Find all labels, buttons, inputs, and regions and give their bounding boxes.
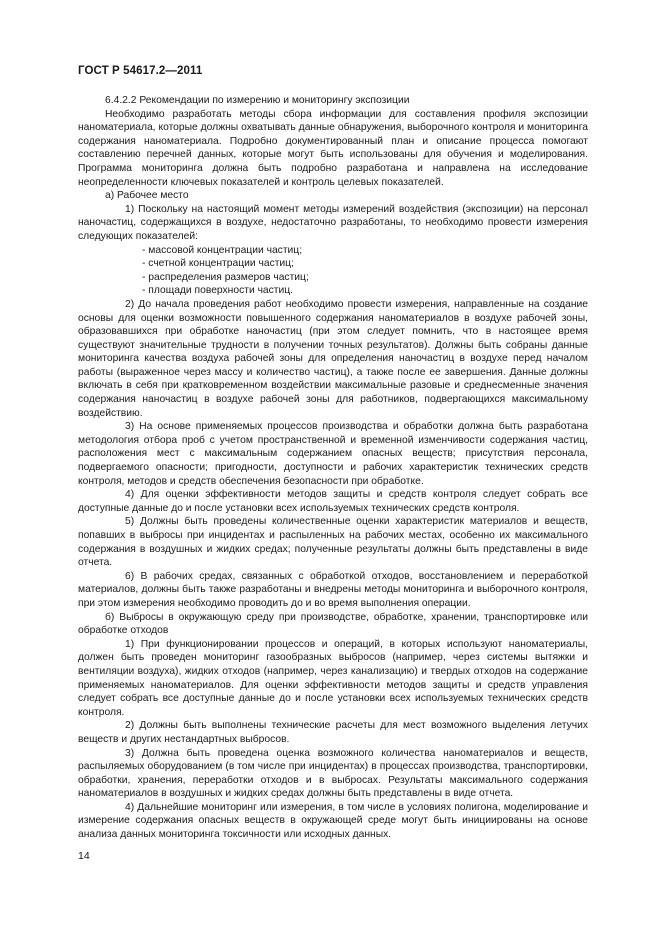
document-body: [78, 94, 588, 842]
paragraph: - массовой концентрации частиц;: [142, 244, 303, 256]
paragraph: 4) Для оценки эффективности методов защиты и средств контроля следует собрать все доступные данные до и после установки всех используемых технических средств контроля.: [78, 489, 588, 514]
paragraph: 6) В рабочих средах, связанных с обработкой отходов, восстановлением и переработкой материалов, должны быть также разработаны и внедрены методы мониторинга и выборочного контроля, при этом измерения необходимо проводить до и во время выполнения операции.: [78, 570, 588, 609]
document-header: ГОСТ Р 54617.2—2011: [78, 65, 203, 77]
paragraph: 6.4.2.2 Рекомендации по измерению и мониторингу экспозиции: [105, 95, 410, 106]
page-number: 14: [78, 850, 90, 862]
paragraph: - счетной концентрации частиц;: [142, 258, 294, 270]
paragraph: Необходимо разработать методы сбора информации для составления профиля экспозиции наноматериала, которые должны охватывать данные обнаружения, выборочного контроля и мониторинга содержания наноматериала. Подробно документированный план и описание процесса помогают составлению перечней данных, которые могут быть использованы для обучения и моделирования. Программа мониторинга должна быть подробно разработана и направлена на исследование неопределенности ключевых показателей и контроль целевых показателей.: [78, 108, 588, 188]
paragraph: 2) Должны быть выполнены технические расчеты для мест возможного выделения летучих веществ и других нестандартных выбросов.: [78, 720, 588, 745]
paragraph: 3) Должна быть проведена оценка возможного количества наноматериалов и веществ, распыляемых оборудованием (в том числе при инцидентах) в процессах производства, транспортировки, обработки, хранения, переработки отходов и в выбросах. Результаты максимального содержания наноматериалов в воздушных и жидких средах должны быть представлены в виде отчета.: [78, 747, 588, 800]
paragraph: - распределения размеров частиц;: [142, 271, 309, 283]
paragraph: 3) На основе применяемых процессов производства и обработки должна быть разработана методология отбора проб с учетом пространственной и временной изменчивости содержания частиц, расположения мест с максимальным содержанием опасных веществ; присутствия персонала, подвергаемого опасности; пригодности, доступности и рабочих характеристик технических средств контроля, методов и средств обеспечения безопасности при обработке.: [78, 421, 588, 487]
paragraph: - площади поверхности частиц.: [142, 285, 294, 297]
paragraph: 1) Поскольку на настоящий момент методы измерений воздействия (экспозиции) на персонал наночастиц, содержащихся в воздухе, недостаточно разработаны, то необходимо провести измерения следующих показателей:: [78, 203, 588, 242]
paragraph: 1) При функционировании процессов и операций, в которых используют наноматериалы, должен быть проведен мониторинг газообразных выбросов (например, через системы вытяжки и вентиляции воздуха), жидких отходов (например, через канализацию) и твердых отходов на содержание применяемых наноматериалов. Для оценки эффективности методов защиты и средств управления следует собрать все доступные данные до и после установки всех используемых технических средств контроля.: [78, 638, 588, 718]
paragraph: 4) Дальнейшие мониторинг или измерения, в том числе в условиях полигона, моделирование и измерение содержания опасных веществ в окружающей среде могут быть инициированы на основе анализа данных мониторинга токсичности или исходных данных.: [78, 801, 588, 841]
paragraph: 5) Должны быть проведены количественные оценки характеристик материалов и веществ, попавших в выбросы при инцидентах и распыленных на рабочих местах, особенно их максимального содержания в воздушных и жидких средах; полученные результаты должны быть представлены в виде отчета.: [78, 516, 588, 569]
paragraph: а) Рабочее место: [105, 190, 189, 202]
paragraph: б) Выбросы в окружающую среду при производстве, обработке, хранении, транспортировке или обработке отходов: [78, 611, 588, 637]
paragraph: 2) До начала проведения работ необходимо провести измерения, направленные на создание основы для оценки возможности повышенного содержания наноматериалов в воздухе рабочей зоны, образовавшихся при обработке наночастиц (при этом следует помнить, что в настоящее время существуют значительные трудности в получении точных результатов). Должны быть собраны данные мониторинга качества воздуха рабочей зоны для определения наночастиц в воздухе перед началом работы (выраженное через массу и количество частиц), а также после ее завершения. Данные должны включать в себя при кратковременном воздействии максимальные разовые и среднесменные значения содержания наночастиц в воздухе рабочей зоны для работников, подвергающихся максимальному воздействию.: [78, 298, 588, 419]
